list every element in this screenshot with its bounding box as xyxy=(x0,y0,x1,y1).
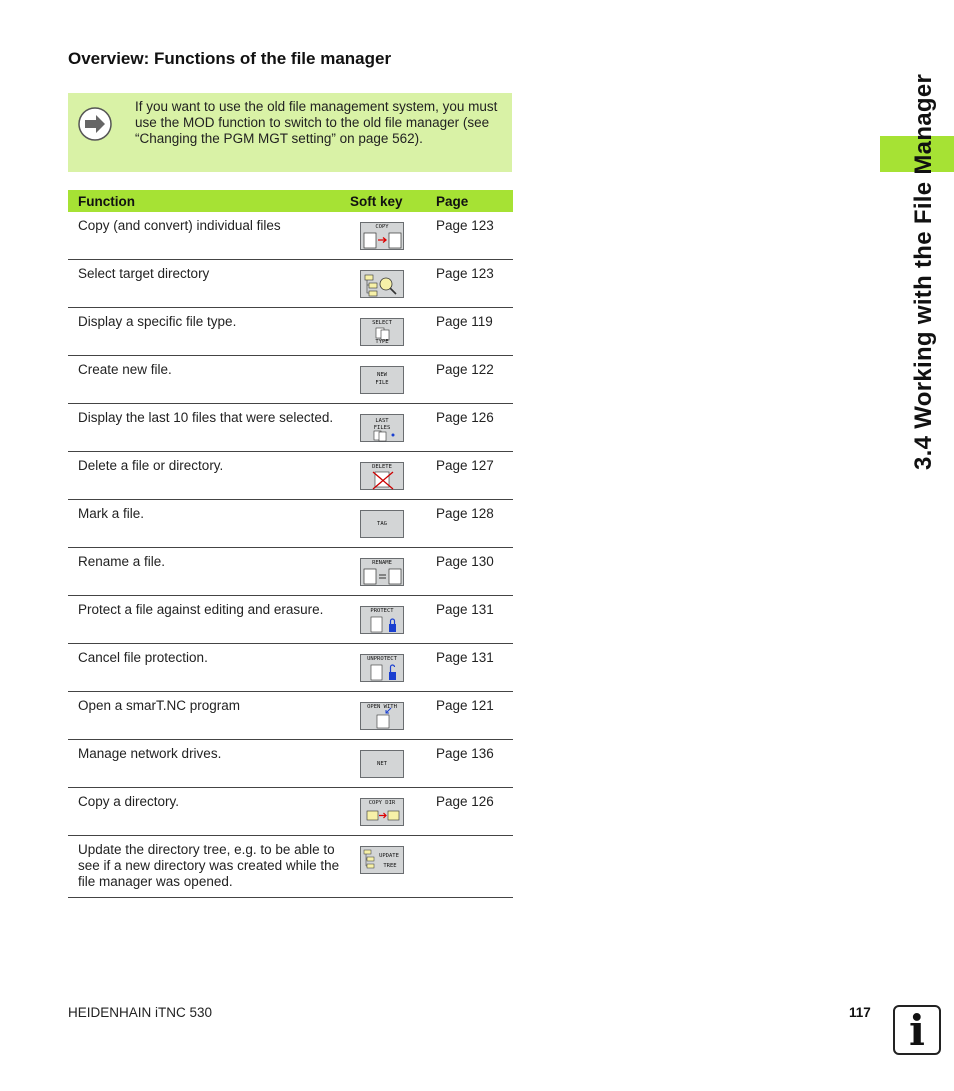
function-text: Display the last 10 files that were selected. xyxy=(78,410,334,425)
function-text: Rename a file. xyxy=(78,554,166,569)
note-box xyxy=(68,93,512,172)
page-ref: Page 126 xyxy=(436,794,494,809)
new-file-softkey[interactable] xyxy=(360,366,404,394)
page-ref: Page 131 xyxy=(436,650,494,665)
select-type-softkey[interactable] xyxy=(360,318,404,346)
directory-search-icon xyxy=(361,271,405,299)
softkey-label: COPY DIR xyxy=(368,800,396,806)
open-with-softkey[interactable] xyxy=(360,702,404,730)
softkey-label: LAST xyxy=(375,418,389,424)
table-row xyxy=(68,308,513,356)
table-row xyxy=(68,212,513,260)
table-row xyxy=(68,260,513,308)
function-text: Mark a file. xyxy=(78,506,145,521)
table-row xyxy=(68,404,513,452)
function-text: Protect a file against editing and erasure. xyxy=(78,602,324,617)
function-text: Display a specific file type. xyxy=(78,314,237,329)
table-row xyxy=(68,692,513,740)
page-ref: Page 122 xyxy=(436,362,494,377)
softkey-label: OPEN WITH xyxy=(367,704,397,710)
softkey-label: NEW xyxy=(377,372,387,378)
function-text: Cancel file protection. xyxy=(78,650,208,665)
unprotect-softkey[interactable] xyxy=(360,654,404,682)
table-row xyxy=(68,788,513,836)
function-text: Delete a file or directory. xyxy=(78,458,224,473)
table-header xyxy=(68,190,513,212)
function-text: Create new file. xyxy=(78,362,172,377)
softkey-sublabel: FILES xyxy=(373,425,391,431)
page-ref: Page 121 xyxy=(436,698,494,713)
page-ref: Page 126 xyxy=(436,410,494,425)
protect-softkey[interactable] xyxy=(360,606,404,634)
page-ref: Page 119 xyxy=(436,314,493,329)
table-row xyxy=(68,452,513,500)
page-ref: Page 123 xyxy=(436,218,494,233)
arrow-right-icon xyxy=(78,107,112,141)
table-row xyxy=(68,596,513,644)
softkey-label: UPDATE xyxy=(379,853,399,859)
softkey-sublabel: FILE xyxy=(375,380,389,386)
page-number: 117 xyxy=(849,1005,871,1020)
table-row xyxy=(68,548,513,596)
function-text: Open a smarT.NC program xyxy=(78,698,241,713)
tag-softkey[interactable] xyxy=(360,510,404,538)
page-ref: Page 128 xyxy=(436,506,494,521)
page-title: Overview: Functions of the file manager xyxy=(68,49,392,68)
header-function: Function xyxy=(68,190,350,212)
select-directory-softkey[interactable] xyxy=(360,270,404,298)
page-ref xyxy=(436,836,513,842)
softkey-label: NET xyxy=(377,761,387,767)
table-row xyxy=(68,356,513,404)
page-ref: Page 131 xyxy=(436,602,494,617)
table-row xyxy=(68,836,513,898)
copy-softkey[interactable] xyxy=(360,222,404,250)
update-tree-icon xyxy=(361,847,405,875)
chapter-title: 3.4 Working with the File Manager xyxy=(910,73,937,470)
copy-dir-softkey[interactable] xyxy=(360,798,404,826)
functions-table xyxy=(68,190,513,898)
softkey-label: COPY xyxy=(375,224,389,230)
softkey-label: RENAME xyxy=(372,560,392,566)
table-row xyxy=(68,740,513,788)
net-softkey[interactable] xyxy=(360,750,404,778)
function-text: Copy (and convert) individual files xyxy=(78,218,281,233)
function-text: Select target directory xyxy=(78,266,210,281)
header-page: Page xyxy=(436,190,513,212)
last-files-softkey[interactable] xyxy=(360,414,404,442)
rename-softkey[interactable] xyxy=(360,558,404,586)
function-text: Update the directory tree, e.g. to be able to see if a new directory was created while the file manager was opened. xyxy=(78,842,340,889)
function-text: Copy a directory. xyxy=(78,794,180,809)
delete-softkey[interactable] xyxy=(360,462,404,490)
header-softkey: Soft key xyxy=(350,190,436,212)
page-ref: Page 130 xyxy=(436,554,494,569)
softkey-sublabel: TREE xyxy=(383,863,397,869)
page-ref: Page 136 xyxy=(436,746,494,761)
page-ref: Page 127 xyxy=(436,458,494,473)
info-icon xyxy=(893,1005,941,1055)
info-icon-glyph: i xyxy=(909,1006,925,1055)
softkey-label: UNPROTECT xyxy=(367,656,397,662)
table-row xyxy=(68,500,513,548)
footer-brand: HEIDENHAIN iTNC 530 xyxy=(68,1005,213,1020)
table-row xyxy=(68,644,513,692)
function-text: Manage network drives. xyxy=(78,746,222,761)
softkey-label: TAG xyxy=(377,521,387,527)
page-ref: Page 123 xyxy=(436,266,494,281)
softkey-label: SELECT xyxy=(372,320,392,326)
softkey-label: DELETE xyxy=(372,464,392,470)
softkey-sublabel: TYPE xyxy=(375,339,389,345)
softkey-label: PROTECT xyxy=(370,608,394,614)
update-tree-softkey[interactable] xyxy=(360,846,404,874)
note-text: If you want to use the old file management system, you must use the MOD function to switch to the old file manager (see “Changing the PGM MGT setting” on page 562). xyxy=(135,99,498,146)
